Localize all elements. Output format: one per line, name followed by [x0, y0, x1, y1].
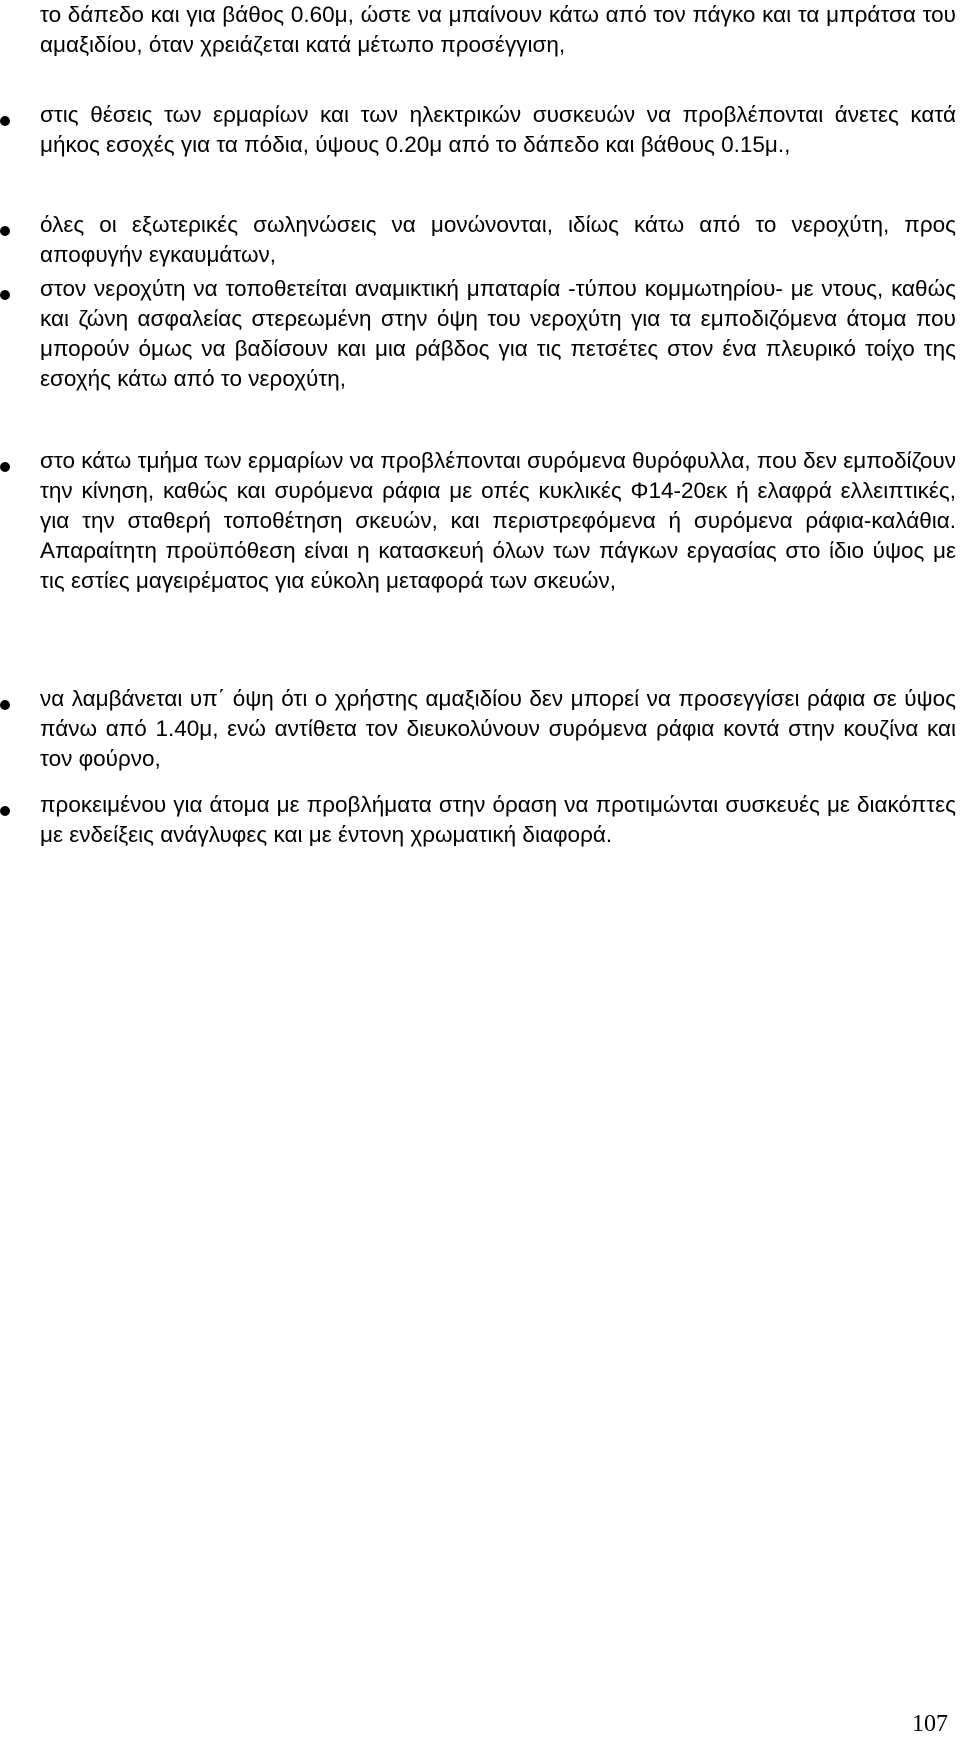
- list-item: στο κάτω τμήμα των ερμαρίων να προβλέπονται συρόμενα θυρόφυλλα, που δεν εμποδίζουν την κίνηση, καθώς και συρόμενα ράφια με οπές κυκλικές Φ14-20εκ ή ελαφρά ελλειπτικές, για την σταθερή τοποθέτηση σκευών, και περιστρεφόμενα ή συρόμενα ράφια-καλάθια. Απαραίτητη προϋπόθεση είναι η κατασκευή όλων των πάγκων εργασίας στο ίδιο ύψος με τις εστίες μαγειρέματος για εύκολη μεταφορά των σκευών,: [40, 448, 956, 593]
- list-item: στις θέσεις των ερμαρίων και των ηλεκτρικών συσκευών να προβλέπονται άνετες κατά μήκος εσοχές για τα πόδια, ύψους 0.20μ από το δάπεδο και βάθους 0.15μ.,: [40, 102, 956, 157]
- bullet-icon: [0, 462, 10, 472]
- lead-paragraph: το δάπεδο και για βάθος 0.60μ, ώστε να μπαίνουν κάτω από τον πάγκο και τα μπράτσα του αμαξιδίου, όταν χρειάζεται κατά μέτωπο προσέγγιση,: [40, 2, 956, 57]
- list-item: όλες οι εξωτερικές σωληνώσεις να μονώνονται, ιδίως κάτω από το νεροχύτη, προς αποφυγήν εγκαυμάτων,: [40, 212, 956, 267]
- list-item: να λαμβάνεται υπ΄ όψη ότι ο χρήστης αμαξιδίου δεν μπορεί να προσεγγίσει ράφια σε ύψος πάνω από 1.40μ, ενώ αντίθετα τον διευκολύνουν συρόμενα ράφια κοντά στην κουζίνα και τον φούρνο,: [40, 686, 956, 771]
- bullet-icon: [0, 116, 10, 126]
- page-number: 107: [912, 1711, 948, 1737]
- bullet-icon: [0, 226, 10, 236]
- bullet-icon: [0, 700, 10, 710]
- bullet-icon: [0, 806, 10, 816]
- list-item: στον νεροχύτη να τοποθετείται αναμικτική μπαταρία -τύπου κομμωτηρίου- με ντους, καθώς και ζώνη ασφαλείας στερεωμένη στην όψη του νεροχύτη για τα εμποδιζόμενα άτομα που μπορούν όμως να βαδίσουν και μια ράβδος για τις πετσέτες στον ένα πλευρικό τοίχο της εσοχής κάτω από το νεροχύτη,: [40, 276, 956, 391]
- list-item: προκειμένου για άτομα με προβλήματα στην όραση να προτιμώνται συσκευές με διακόπτες με ενδείξεις ανάγλυφες και με έντονη χρωματική διαφορά.: [40, 792, 956, 847]
- bullet-icon: [0, 290, 10, 300]
